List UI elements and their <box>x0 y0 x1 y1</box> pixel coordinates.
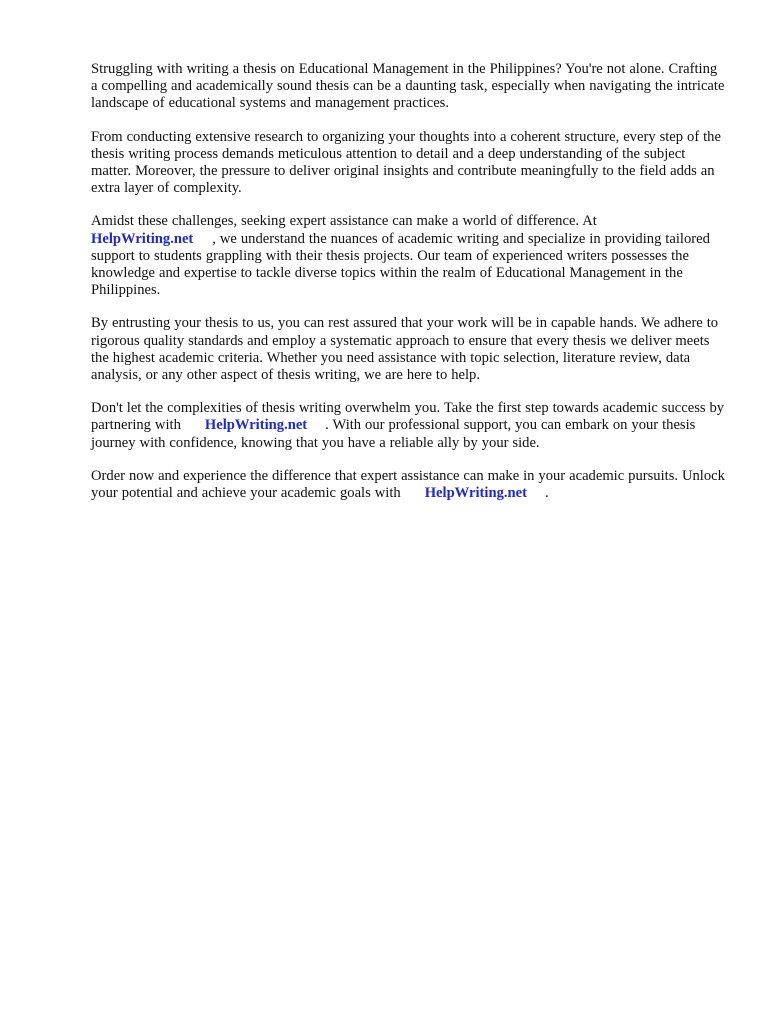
paragraph-partner-end: . With our professional support, you can embark on your thesis journey with confidence, knowing that you have a reliable ally by your side. <box>91 417 696 451</box>
helpwriting-link-3[interactable]: HelpWriting.net <box>424 485 527 502</box>
helpwriting-link-1[interactable]: HelpWriting.net <box>91 230 194 247</box>
helpwriting-link-2[interactable]: HelpWriting.net <box>204 417 308 434</box>
paragraph-intro: Struggling with writing a thesis on Educational Management in the Philippines? You're not alone. Crafting a compelling and academically sound thesis can be a daunting task, especially when navigating the intricate landscape of educational systems and management practices. <box>91 61 725 112</box>
paragraph-partner <box>91 400 726 452</box>
paragraph-order-end: . <box>544 485 549 502</box>
paragraph-order-start: Order now and experience the difference that expert assistance can make in your academic pursuits. Unlock your potential and achieve your academic goals with <box>91 467 725 502</box>
paragraph-order <box>91 468 726 502</box>
paragraph-research: From conducting extensive research to organizing your thoughts into a coherent structure, every step of the thesis writing process demands meticulous attention to detail and a deep understanding of the subject matter. Moreover, the pressure to deliver original insights and contribute meaningfully to the field adds an extra layer of complexity. <box>91 128 721 197</box>
paragraph-quality: By entrusting your thesis to us, you can rest assured that your work will be in capable hands. We adhere to rigorous quality standards and employ a systematic approach to ensure that every thesis we deliver meets the highest academic criteria. Whether you need assistance with topic selection, literature review, data analysis, or any other aspect of thesis writing, we are here to help. <box>91 315 719 384</box>
paragraph-assistance-end: , we understand the nuances of academic writing and specialize in providing tailored support to students grappling with their thesis projects. Our team of experienced writers possesses the knowledge and expertise to tackle diverse topics within the realm of Educational Management in the Philippines. <box>91 230 710 299</box>
paragraph-partner-start: Don't let the complexities of thesis writing overwhelm you. Take the first step towards academic success by partnering with <box>91 400 725 434</box>
paragraph-assistance-start: Amidst these challenges, seeking expert assistance can make a world of difference. At <box>91 213 597 230</box>
document-body <box>91 61 726 518</box>
paragraph-assistance <box>91 213 726 299</box>
